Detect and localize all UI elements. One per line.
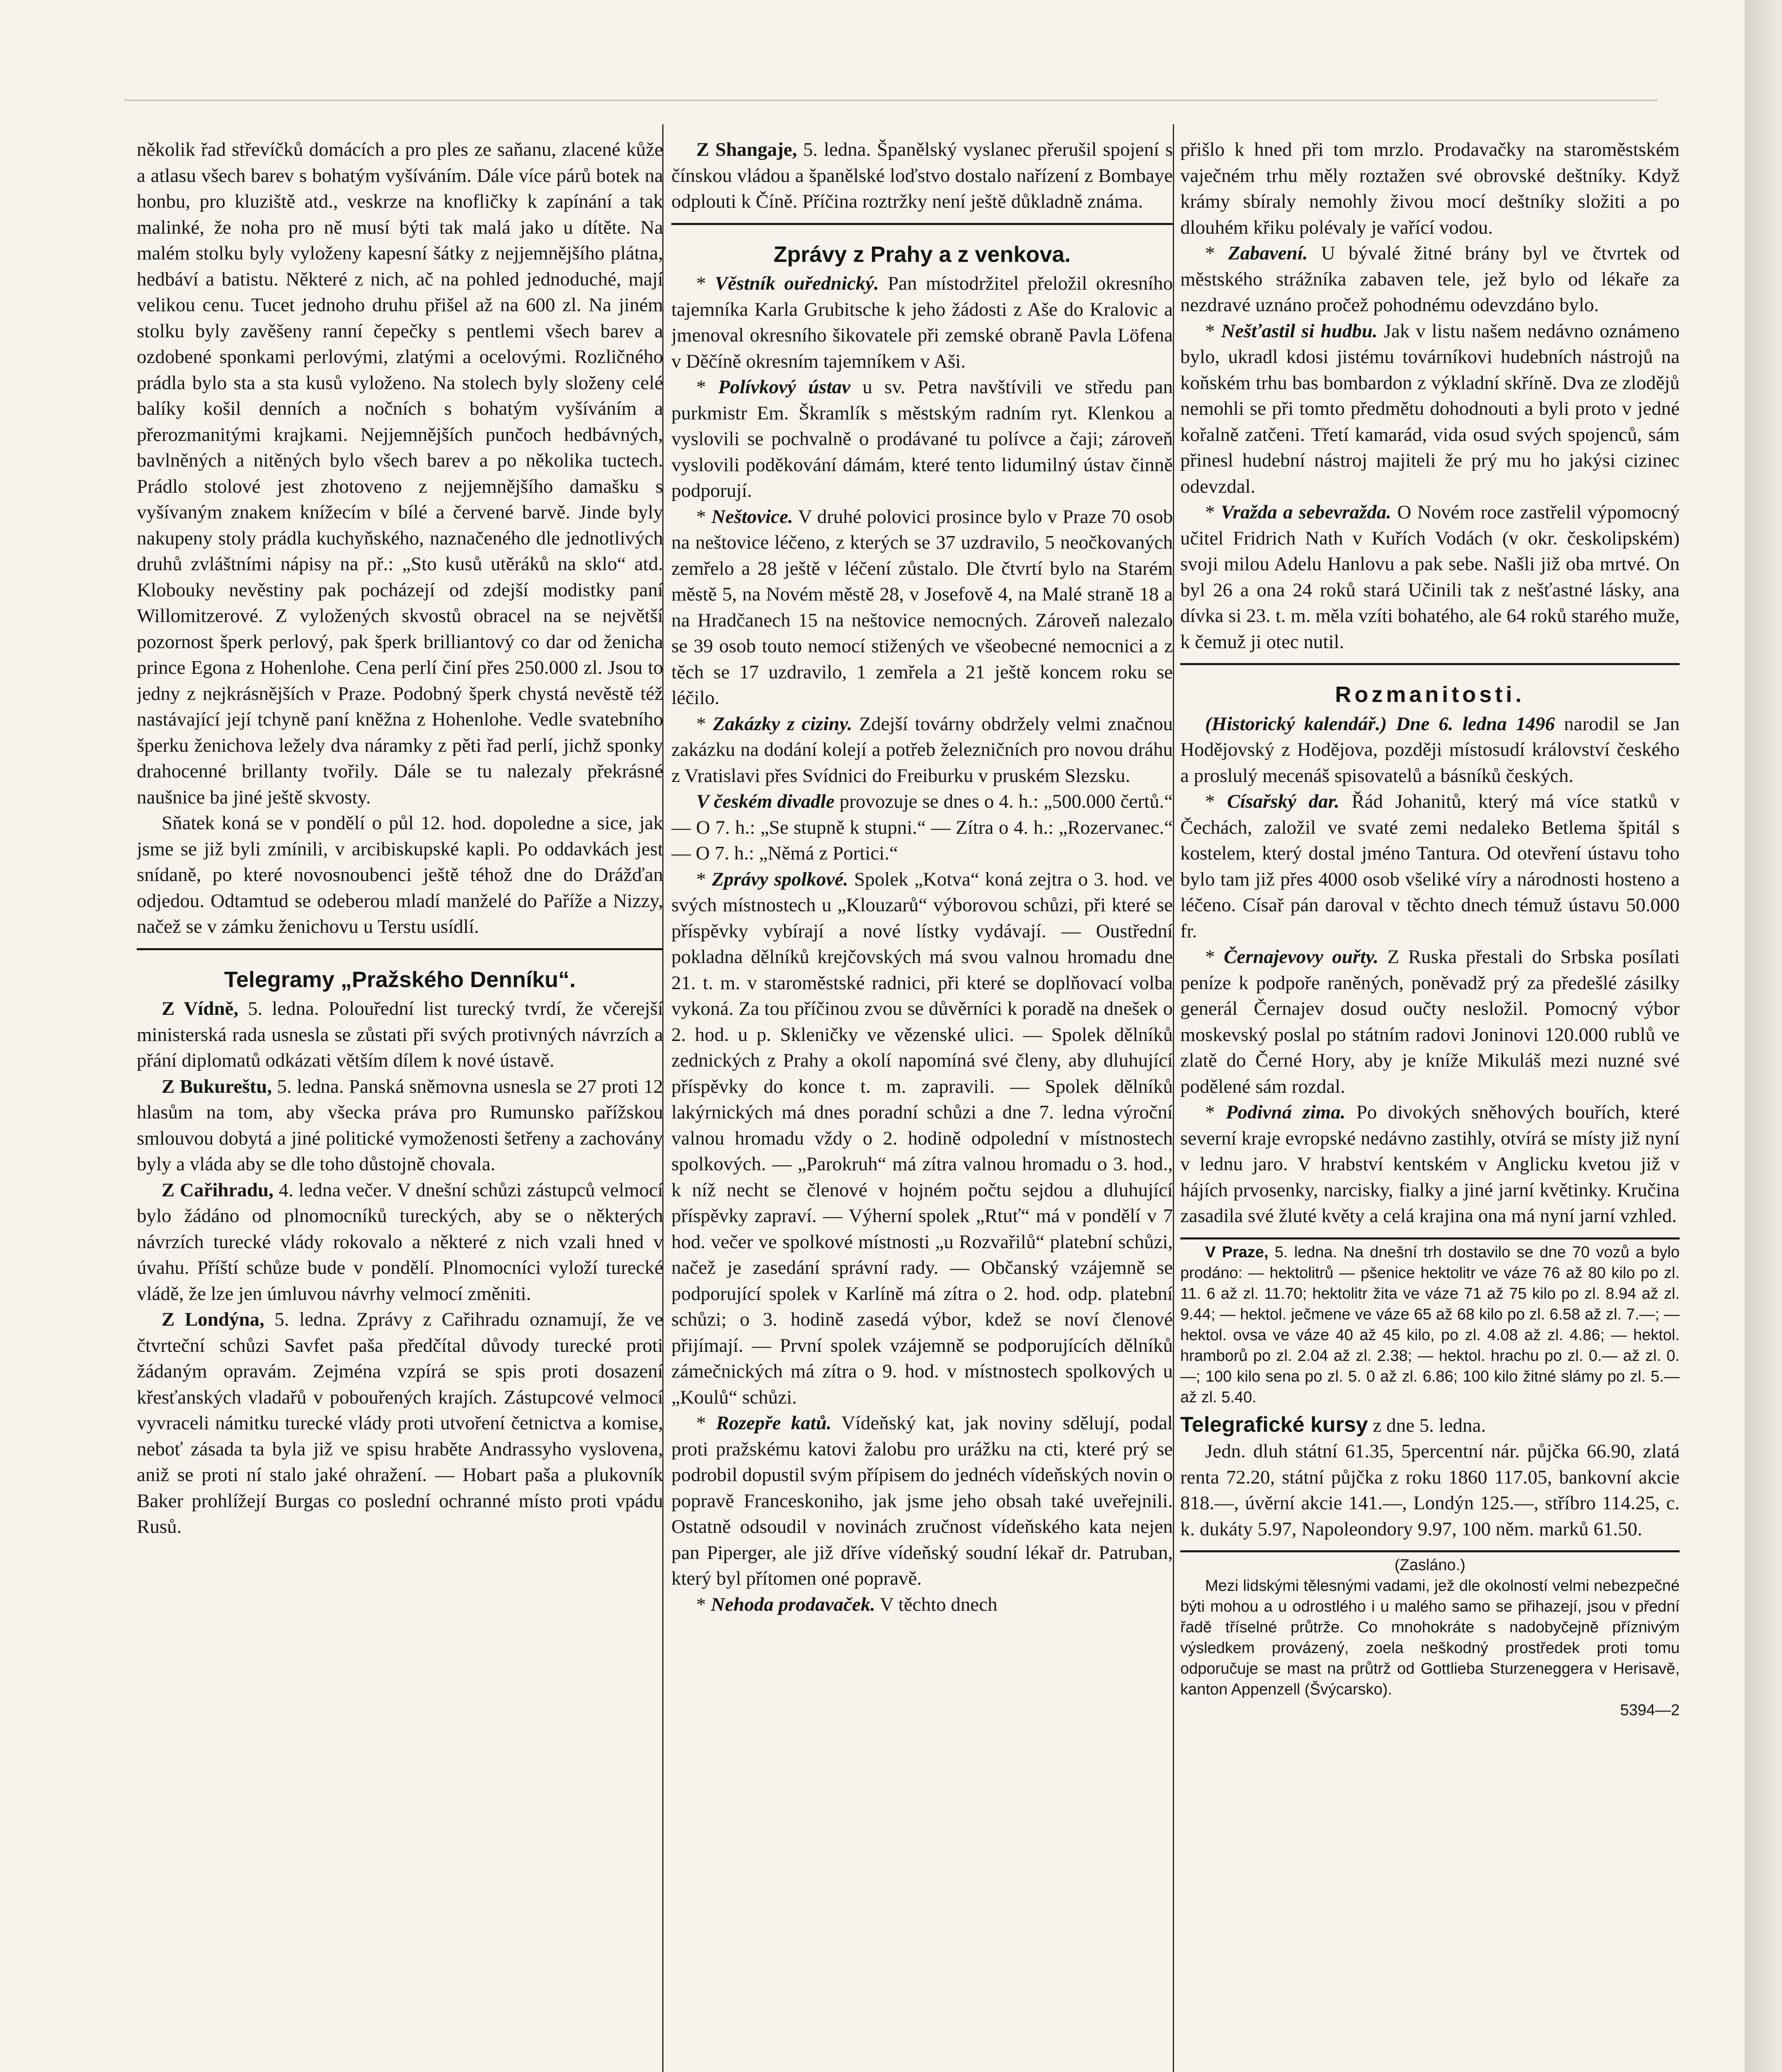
section-separator (137, 948, 663, 950)
telegram-vienna (137, 996, 663, 1074)
section-separator (1180, 1237, 1680, 1239)
miscellany-heading: Rozmanitosti. (1335, 682, 1525, 707)
telegram-text: 5. ledna. Zprávy z Cařihradu oznamují, že ve čtvrteční schůzi Savfet paša předčítal důvody turecké proti žádaným opravám. Zejména vzpírá se spis proti dosazení křesťanských vladařů v pobouřených krajích. Zástupcové velmocí vyvraceli námitku turecké vlády proti utvoření četnictva a komise, neboť zásada ta byla již ve spisu hraběte Andrassyho vyslovena, aniž se proti ní stalo jaké ohražení. — Hobart paša a plukovník Baker prohlížejí Burgas co poslední ochranné místo proti vpádu Rusů. (137, 1309, 663, 1537)
wedding-ceremony-text: Sňatek koná se v pondělí o půl 12. hod. dopoledne a sice, jak jsme se již byli zmínili, v arcibiskupské kapli. Po oddavkách jest snídaně, po které novosnoubenci ještě téhož dne do Drážďan odjedou. Odtamtud se odeberou mladí manželé do Paříže a Nizzy, načež se v zámku ženichovu u Terstu usídlí. (137, 812, 663, 937)
news-item: * Vražda a sebevražda. O Novém roce zastřelil výpomocný učitel Fridrich Nath v Kuřích Vodách (v okr. českolipském) svoji milou Adelu Hanlovu a pak sebe. Našli již oba mrtvé. On byl 26 a ona 24 roků stará Učinili tak z nešťastné lásky, ana dívka si 23. t. m. měla vzíti bohatého, ale 64 roků starého muže, k čemuž ji otec nutil. (1180, 501, 1680, 653)
news-rubric: Zakázky z ciziny. (713, 713, 852, 735)
news-text: Vídeňský kat, jak noviny sdělují, podal proti pražskému katovi žalobu pro urážku na cti, které prý se podrobil dopustil svým přípisem do jednéch vídeňských novin o popravě Franceskoniho, jak jsme jeho obsah také uveřejnili. Ostatně odsoudil v novinách zručnost vídeňského kata nejen pan Piperger, ale již dříve vídeňský soudní lékař dr. Patruban, který byl přítomen oné popravě. (671, 1412, 1173, 1589)
telegram-bucharest (137, 1074, 663, 1177)
misc-item (1180, 711, 1680, 789)
news-item: * Nešťastil si hudbu. Jak v listu našem nedávno oznámeno bylo, ukradl kdosi jistému továrníkovi hudebních nástrojů na koňském trhu bas bombardon z výkladní skříně. Dva ze zlodějů nemohli se při tomto předmětu dohodnouti a byli proto v jedné kořalně zatčeni. Třetí kamarád, vida osud svých spojenců, sám přinesl hudební nástroj majiteli že prý mu ho jakýsi cizinec odevzdal. (1180, 320, 1680, 497)
telegram-text: 4. ledna večer. V dnešní schůzi zástupců velmocí bylo žádáno od plnomocníků tureckých, aby se o některých návrzích turecké vlády rokovalo a některé z nich vzali hned v úvahu. Příští schůze bude v pondělí. Plnomocníci vyloží turecké vládě, že lze jen úmluvou návrhy velmocí změniti. (137, 1179, 663, 1305)
news-rubric: Polívkový ústav (718, 376, 850, 398)
news-text: Pan místodržitel přeložil okresního tajemníka Karla Grubitsche k jeho žádosti z Aše do Kralovic a jmenoval okresního šikovatele při zemské obraně Pavla Löfena v Děčíně okresním tajemníkem v Aši. (671, 273, 1173, 372)
news-item: * Zabavení. U bývalé žitné brány byl ve čtvrtek od městského strážníka zabaven tele, jež bylo od lékaře za nezdravé uznáno pročež pohodnému odevzdáno bylo. (1180, 242, 1680, 316)
news-rubric: Vražda a sebevražda. (1220, 501, 1392, 523)
misc-text: Po divokých sněhových bouřích, které severní kraje evropské nedávno zastihly, otvírá se místy již nyní v lednu jaro. V hrabství kentském v Anglicku kvetou již v hájích prvosenky, narcisky, fialky a jiné jarní květinky. Kručina zasadila své žluté květy a celá krajina ona má nyní jarní vzhled. (1180, 1101, 1680, 1227)
section-separator (1180, 663, 1680, 665)
ad-code: 5394—2 (1620, 1702, 1680, 1719)
misc-text: narodil se Jan Hodějovský z Hodějova, později místosudí království českého a proslulý mecenáš spisovatelů a básníků českých. (1180, 713, 1680, 787)
misc-date: Dne 6. ledna 1496 (1387, 713, 1555, 735)
news-continuation: přišlo k hned při tom mrzlo. Prodavačky na staroměstském vaječném trhu měly roztažen své obrovské deštníky. Když krámy sbíraly nemohly živou mocí deštníky složiti a po dlouhém křiku polévaly je vařící vodou. (1180, 139, 1680, 238)
telegram-place: Z Shangaje, (696, 139, 797, 160)
exchange-date: z dne 5. ledna. (1368, 1414, 1486, 1436)
news-item: * Zakázky z ciziny. Zdejší továrny obdržely velmi značnou zakázku na dodání kolejí a potřeb železničních pro novou dráhu z Vratislavi přes Svídnici do Freiburku v pruském Slezsku. (671, 713, 1173, 787)
news-rubric: Neštovice. (711, 506, 793, 528)
misc-text: Z Ruska přestali do Srbska posílati peníze k podpoře raněných, poněvadž prý za předešlé zásilky generál Černajev dosud oučty nesložil. Pomocný výbor moskevský poslal po státním radovi Joninovi 120.000 rublů ve zlatě do Černé Hory, aby je kníže Mikuláš mezi nuzné své podělené sám rozdal. (1180, 946, 1680, 1097)
telegram-constantinople (137, 1177, 663, 1307)
news-item: * Nehoda prodavaček. V těchto dnech (696, 1593, 998, 1615)
misc-rubric: Podivná zima. (1225, 1101, 1346, 1123)
top-rule (124, 99, 1658, 101)
telegram-place: Z Londýna, (162, 1309, 264, 1330)
column-3 (1180, 137, 1680, 2072)
misc-rubric: (Historický kalendář.) (1205, 713, 1387, 735)
news-item: * Neštovice. V druhé polovici prosince bylo v Praze 70 osob na neštovice léčeno, z kterých se 37 uzdravilo, 5 neočkovaných zemřelo a 28 ještě v léčení zůstalo. Dle čtvrtí bylo na Starém městě 5, na Novém městě 28, v Josefově 4, na Malé straně 18 a na Hradčanech 15 na neštovice nemocných. Zároveň nalezalo se 39 osob touto nemocí stižených ve všeobecné nemocnici a z těch se 17 uzdravilo, 1 zemřela a 21 ještě koncem roku se léčilo. (671, 506, 1173, 709)
column-divider-2 (1173, 124, 1174, 2072)
news-rubric: Nehoda prodavaček. (711, 1593, 876, 1615)
news-text: u sv. Petra navštívili ve středu pan purkmistr Em. Škramlík s městským radním ryt. Klenkou a vyslovili se pochvalně o prodávané tu polívce a čaji; zároveň vyslovili poděkování dámám, které tento lidumilný ústav činně podporují. (671, 376, 1173, 501)
news-rubric: Zprávy spolkové. (712, 868, 848, 890)
telegram-shanghai (671, 137, 1173, 215)
telegram-london (137, 1307, 663, 1540)
advertisement-text: Mezi lidskými tělesnými vadami, jež dle okolností velmi nebezpečné býti mohou a u odrostlého i u malého samo se přihazejí, jsou v přední řadě tříselné průtrže. Co mnohokráte s nadobyčejně příznivým výsledkem provázený, zoela neškodný prostředek proti tomu odporučuje se mast na průtrž od Gottlieba Sturzeneggera v Herisavě, kanton Appenzell (Švýcarsko). (1180, 1577, 1680, 1698)
news-item (671, 789, 1173, 867)
telegram-text: 5. ledna. Španělský vyslanec přerušil spojení s čínskou vládou a španělské loďstvo dostalo nařízení z Bombaye odplouti k Číně. Příčina roztržky není ještě důkladně známa. (671, 139, 1173, 212)
news-rubric: Zabavení. (1228, 242, 1308, 264)
news-rubric: Věstník ouřednický. (714, 273, 879, 294)
news-text: Zdejší továrny obdržely velmi značnou zakázku na dodání kolejí a potřeb železničních pro novou dráhu z Vratislavi přes Svídnici do Freiburku v pruském Slezsku. (671, 713, 1173, 787)
telegram-text: 5. ledna. Polouřední list turecký tvrdí, že včerejší ministerská rada usnesla se zůstati při svých protivných návrzích a přání diplomatů odkázati větším dílem k nové ústavě. (137, 998, 663, 1071)
news-item: * Polívkový ústav u sv. Petra navštívili ve středu pan purkmistr Em. Škramlík s městským radním ryt. Klenkou a vyslovili se pochvalně o prodávané tu polívce a čaji; zároveň vyslovili poděkování dámám, které tento lidumilný ústav činně podporují. (671, 376, 1173, 501)
market-text: 5. ledna. Na dnešní trh dostavilo se dne 70 vozů a bylo prodáno: — hektolitrů — pšenice hektolitr ve váze 76 až 80 kilo po zl. 11. 6 až zl. 11.70; hektolitr žita ve váze 71 až 75 kilo po zl. 8.94 až zl. 9.44; — hektol. ječmene ve váze 65 až 68 kilo po zl. 6.58 až zl. 7.—; — hektol. ovsa ve váze 40 až 45 kilo, po zl. 4.08 až zl. 4.86; — hektol. hramborů po zl. 2.04 až zl. 2.38; — hektol. hrachu po zl. 0.— až zl. 0.—; 100 kilo sena po zl. 5. 0 až zl. 6.86; 100 kilo žitné slámy po zl. 5.— až zl. 5.40. (1180, 1243, 1680, 1406)
news-rubric: V českém divadle (696, 791, 835, 812)
misc-rubric: Císařský dar. (1227, 791, 1340, 812)
exchange-heading: Telegrafické kursy (1180, 1412, 1368, 1437)
misc-item: * Černajevovy ouřty. Z Ruska přestali do Srbska posílati peníze k podpoře raněných, poněvadž prý za předešlé zásilky generál Černajev dosud oučty nesložil. Pomocný výbor moskevský poslal po státním radovi Joninovi 120.000 rublů ve zlatě do Černé Hory, aby je kníže Mikuláš mezi nuzné své podělené sám rozdal. (1180, 946, 1680, 1097)
telegram-place: Z Bukureštu, (162, 1075, 272, 1097)
section-separator (671, 223, 1173, 225)
column-1 (137, 137, 663, 2072)
misc-text: Řád Johanitů, který má více statků v Čechách, založil ve svaté zemi nedaleko Betlema špitál s kostelem, který dostal jméno Tantura. Od otevření ústavu toho bylo tam již přes 4000 osob všeliké víry a národnosti hosteno a léčeno. Císař pán daroval v těchto dnech témuž ústavu 50.000 fr. (1180, 791, 1680, 942)
news-text: Spolek „Kotva“ koná zejtra o 3. hod. ve svých místnostech u „Klouzarů“ výborovou schůzi, při které se příspěvky vybírají a nové lístky vydávají. — Oustřední pokladna dělníků krejčovských má svou valnou hromadu dne 21. t. m. v staroměstské radnici, při které se doplňovací volba vykoná. Za tou příčinou zvou se důvěrníci k poradě na dnešek o 2. hod. u p. Skleničky ve vězenské ulici. — Spolek dělníků zednických z Prahy a okolí napomíná své členy, aby dluhující příspěvky do konce t. m. zapravili. — Spolek dělníků lakýrnických má dnes poradní schůzi a dne 7. ledna výroční valnou hromadu vždy o 2. hodině odpolední v místnostech spolkových. — „Parokruh“ má zítra valnou hromadu o 3. hod., k níž necht se členové v hojném počtu sejdou a dluhující příspěvky zapraví. — Výherní spolek „Rtuť“ má v pondělí v 7 hod. večer ve spolkové místnosti „u Rozvařilů“ platební schůzi, načež je zasedání správní rady. — Občanský vzájemně se podporující spolek v Karlíně má zítra o 2. hod. odp. platební schůzi; o 3. hodině zasedá výbor, kdež se noví členové přijímají. — První spolek vzájemně se podporujících dělníků zámečnických má zítra o 9. hod. v místnostech spolkových u „Koulů“ schůzi. (671, 868, 1173, 1408)
news-rubric: Nešťastil si hudbu. (1221, 320, 1378, 342)
section-separator (1180, 1550, 1680, 1552)
misc-rubric: Černajevovy ouřty. (1223, 946, 1379, 968)
news-text: V druhé polovici prosince bylo v Praze 70 osob na neštovice léčeno, z kterých se 37 uzdravilo, 5 neočkovaných zemřelo a 28 ještě v léčení zůstalo. Dle čtvrtí bylo na Starém městě 5, na Novém městě 28, v Josefově 4, na Malé straně 18 a na Hradčanech 15 na neštovice nemocných. Zároveň nalezalo se 39 osob touto nemocí stižených ve všeobecné nemocnici a z těch se 17 uzdravilo, 1 zemřela a 21 ještě koncem roku se léčilo. (671, 506, 1173, 709)
telegrams-heading: Telegramy „Pražského Denníku“. (224, 967, 576, 992)
telegram-text: 5. ledna. Panská sněmovna usnesla se 27 proti 12 hlasům na tom, aby všecka práva pro Rumunsko pařížskou smlouvou dobytá a jiné politické vymoženosti šetřeny a zachovány byly a vláda aby se dle toho důstojně chovala. (137, 1075, 663, 1175)
news-item: * Zprávy spolkové. Spolek „Kotva“ koná zejtra o 3. hod. ve svých místnostech u „Klouzarů“ výborovou schůzi, při které se příspěvky vybírají a nové lístky vydávají. — Oustřední pokladna dělníků krejčovských má svou valnou hromadu dne 21. t. m. v staroměstské radnici, při které se doplňovací volba vykoná. Za tou příčinou zvou se důvěrníci k poradě na dnešek o 2. hod. u p. Skleničky ve vězenské ulici. — Spolek dělníků zednických z Prahy a okolí napomíná své členy, aby dluhující příspěvky do konce t. m. zapravili. — Spolek dělníků lakýrnických má dnes poradní schůzi a dne 7. ledna výroční valnou hromadu vždy o 2. hodině odpolední v místnostech spolkových. — „Parokruh“ má zítra valnou hromadu o 3. hod., k níž necht se členové v hojném počtu sejdou a dluhující příspěvky zapraví. — Výherní spolek „Rtuť“ má v pondělí v 7 hod. večer ve spolkové místnosti „u Rozvařilů“ platební schůzi, načež je zasedání správní rady. — Občanský vzájemně se podporující spolek v Karlíně má zítra o 2. hod. odp. platební schůzi; o 3. hodině zasedá výbor, kdež se noví členové přijímají. — První spolek vzájemně se podporujících dělníků zámečnických má zítra o 9. hod. v místnostech spolkových u „Koulů“ schůzi. (671, 868, 1173, 1408)
ad-label: (Zasláno.) (1394, 1556, 1466, 1574)
telegram-place: Z Vídně, (162, 998, 239, 1019)
misc-item: * Podivná zima. Po divokých sněhových bouřích, které severní kraje evropské nedávno zastihly, otvírá se místy již nyní v lednu jaro. V hrabství kentském v Anglicku kvetou již v hájích prvosenky, narcisky, fialky a jiné jarní květinky. Kručina zasadila své žluté květy a celá krajina ona má nyní jarní vzhled. (1180, 1101, 1680, 1227)
news-item: * Věstník ouřednický. Pan místodržitel přeložil okresního tajemníka Karla Grubitsche k jeho žádosti z Aše do Kralovic a jmenoval okresního šikovatele při zemské obraně Pavla Löfena v Děčíně okresním tajemníkem v Aši. (671, 273, 1173, 372)
news-text: U bývalé žitné brány byl ve čtvrtek od městského strážníka zabaven tele, jež bylo od lékaře za nezdravé uznáno pročež pohodnému odevzdáno bylo. (1180, 242, 1680, 316)
prague-news-heading: Zprávy z Prahy a z venkova. (773, 242, 1071, 267)
wedding-report-text: několik řad střevíčků domácích a pro ples ze saňanu, zlacené kůže a atlasu všech barev s bohatým vyšíváním. Dále více párů botek na honbu, pro kluziště atd., veskrze na knofličky k zapínání a tak malinké, že noha pro ně musí býti tak malá jako u dítěte. Na malém stolku byly vyloženy kapesní šátky z nejjemnějšího plátna, hedbáví a batistu. Některé z nich, ač na pohled jednoduché, mají velikou cenu. Tucet jednoho druhu přišel až na 600 zl. Na jiném stolku byly zavěšeny ranní čepečky s pentlemi všech barev a ozdobené sponkami perlovými, zlatými a ocelovými. Rozličného prádla bylo sta a sta kusů vyloženo. Na stolech byly složeny celé balíky košil denních a nočních s bohatým vyšíváním a přerozmanitými krajkami. Nejjemnějších punčoch hedbávných, bavlněných a nitěných bylo všech barev a po několika tuctech. Prádlo stolové jest zhotoveno z nejjemnějšího damašku s vyšívaným znakem knížecím v bílé a červené barvě. Jinde byly nakupeny stoly prádla kuchyňského, naznačeného dle jednotlivých druhů zvláštními nápisy na př.: „Sto kusů utěráků na sklo“ atd. Klobouky nevěstiny pak pocházejí od zdejší modistky paní Willomitzerové. Z vyložených skvostů obracel na se největší pozornost šperk perlový, pak šperk brilliantový co dar od ženicha prince Egona z Hohenlohe. Cena perlí činí přes 250.000 zl. Jsou to jedny z nejkrásnějších v Praze. Podobný šperk chystá nevěstě též nastávající její tchyně paní kněžna z Hohenlohe. Vedle svatebního šperku ženichova ležely dva náramky z pěti řad perlí, jichž sponky drahocenné brillanty tvořily. Dále se tu nalezaly překrásné naušnice ba jiné ještě skvosty. (137, 139, 663, 808)
telegram-place: Z Cařihradu, (162, 1179, 274, 1201)
exchange-text: Jedn. dluh státní 61.35, 5percentní nár. půjčka 66.90, zlatá renta 72.20, státní půjčka z roku 1860 117.05, bankovní akcie 818.—, úvěrní akcie 141.—, Londýn 125.—, stříbro 114.25, c. k. dukáty 5.97, Napoleondory 9.97, 100 něm. marků 61.50. (1180, 1440, 1680, 1540)
news-item: * Rozepře katů. Vídeňský kat, jak noviny sdělují, podal proti pražskému katovi žalobu pro urážku na cti, které prý se podrobil dopustil svým přípisem do jednéch vídeňských novin o popravě Franceskoniho, jak jsme jeho obsah také uveřejnili. Ostatně odsoudil v novinách zručnost vídeňského kata nejen pan Piperger, ale již dříve vídeňský soudní lékař dr. Patruban, který byl přítomen oné popravě. (671, 1412, 1173, 1589)
news-text: provozuje se dnes o 4. h.: „500.000 čertů.“ — O 7. h.: „Se stupně k stupni.“ — Zítra o 4. h.: „Rozervanec.“ — O 7. h.: „Němá z Portici.“ (671, 791, 1173, 864)
exchange-rates (1180, 1412, 1680, 1439)
page-edge-shadow (1745, 0, 1782, 2072)
market-place: V Praze, (1205, 1243, 1269, 1261)
news-text: V těchto dnech (875, 1593, 998, 1615)
news-text: O Novém roce zastřelil výpomocný učitel Fridrich Nath v Kuřích Vodách (v okr. českolipském) svoji milou Adelu Hanlovu a pak sebe. Našli již oba mrtvé. On byl 26 a ona 24 roků stará Učinili tak z nešťastné lásky, ana dívka si 23. t. m. měla vzíti bohatého, ale 64 roků starého muže, k čemuž ji otec nutil. (1180, 501, 1680, 653)
news-rubric: Rozepře katů. (716, 1412, 832, 1434)
news-text: Jak v listu našem nedávno oznámeno bylo, ukradl kdosi jistému továrníkovi hudebních nástrojů na koňském trhu bas bombardon z výkladní skříně. Dva ze zlodějů nemohli se při tomto předmětu dohodnouti a byli proto v jedné kořalně zatčeni. Třetí kamarád, vida osud svých spojenců, sám přinesl hudební nástroj majiteli že prý mu ho jakýsi cizinec odevzdal. (1180, 320, 1680, 497)
column-2 (671, 137, 1173, 2072)
market-report (1180, 1242, 1680, 1408)
misc-item: * Císařský dar. Řád Johanitů, který má více statků v Čechách, založil ve svaté zemi nedaleko Betlema špitál s kostelem, který dostal jméno Tantura. Od otevření ústavu toho bylo tam již přes 4000 osob všeliké víry a národnosti hosteno a léčeno. Císař pán daroval v těchto dnech témuž ústavu 50.000 fr. (1180, 791, 1680, 942)
